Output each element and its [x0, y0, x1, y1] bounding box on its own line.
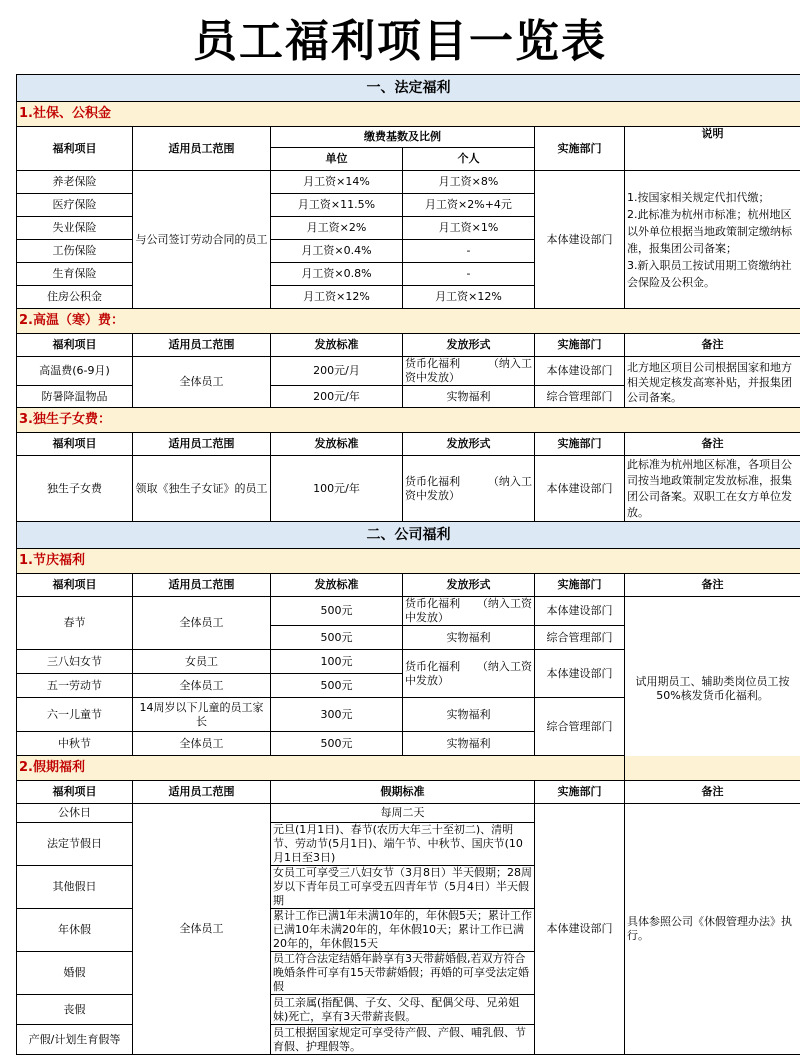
section-company: 二、公司福利	[17, 522, 800, 549]
child-item: 独生子女费	[17, 456, 133, 522]
child-scope: 领取《独生子女证》的员工	[133, 456, 271, 522]
social-item: 生育保险	[17, 263, 133, 286]
header-item: 福利项目	[17, 127, 133, 171]
social-unit: 月工资×11.5%	[271, 194, 403, 217]
social-unit: 月工资×2%	[271, 217, 403, 240]
header-note: 备注	[625, 781, 800, 804]
subsection-festival: 1.节庆福利	[17, 549, 800, 574]
holiday-item: 丧假	[17, 995, 133, 1025]
header-item: 福利项目	[17, 334, 133, 357]
header-scope: 适用员工范围	[133, 334, 271, 357]
holiday-item: 法定节假日	[17, 823, 133, 866]
social-item: 医疗保险	[17, 194, 133, 217]
header-dept: 实施部门	[535, 433, 625, 456]
page-title: 员工福利项目一览表	[193, 16, 607, 67]
heat-standard: 200元/月	[271, 357, 403, 386]
heat-item: 高温费(6-9月)	[17, 357, 133, 386]
social-explain: 1.按国家相关规定代扣代缴； 2.此标准为杭州市标准；杭州地区以外单位根据当地政策制定缴纳标准，报集团公司备案； 3.新入职员工按试用期工资缴纳社会保险及公积金。	[625, 171, 800, 309]
header-scope: 适用员工范围	[133, 433, 271, 456]
holiday-scope: 全体员工	[133, 804, 271, 1055]
header-base: 缴费基数及比例	[271, 127, 535, 148]
header-form: 发放形式	[403, 574, 535, 597]
social-unit: 月工资×12%	[271, 286, 403, 309]
child-dept: 本体建设部门	[535, 456, 625, 522]
social-person: -	[403, 240, 535, 263]
header-dept: 实施部门	[535, 781, 625, 804]
subsection-social-insurance: 1.社保、公积金	[17, 102, 800, 127]
header-item: 福利项目	[17, 433, 133, 456]
header-person: 个人	[403, 148, 535, 171]
heat-standard: 200元/年	[271, 386, 403, 408]
holiday-item: 其他假日	[17, 866, 133, 909]
header-standard: 发放标准	[271, 334, 403, 357]
social-person: -	[403, 263, 535, 286]
festival-scope: 全体员工	[133, 597, 271, 650]
festival-standard: 500元	[271, 674, 403, 698]
festival-item: 中秋节	[17, 732, 133, 756]
festival-dept: 综合管理部门	[535, 626, 625, 650]
festival-scope: 14周岁以下儿童的员工家长	[133, 698, 271, 732]
holiday-standard: 员工符合法定结婚年龄享有3天带薪婚假,若双方符合晚婚条件可享有15天带薪婚假；再婚的可享受法定婚假	[271, 952, 535, 995]
festival-item: 三八妇女节	[17, 650, 133, 674]
header-standard: 发放标准	[271, 433, 403, 456]
festival-scope: 全体员工	[133, 732, 271, 756]
holiday-item: 产假/计划生育假等	[17, 1025, 133, 1055]
heat-form: 实物福利	[403, 386, 535, 408]
festival-note: 试用期员工、辅助类岗位员工按50%核发货币化福利。	[625, 597, 800, 781]
social-person: 月工资×12%	[403, 286, 535, 309]
section-statutory: 一、法定福利	[17, 75, 800, 102]
subsection-only-child: 3.独生子女费：	[17, 408, 800, 433]
header-leave-standard: 假期标准	[271, 781, 535, 804]
holiday-dept: 本体建设部门	[535, 804, 625, 1055]
child-standard: 100元/年	[271, 456, 403, 522]
festival-form: 实物福利	[403, 626, 535, 650]
heat-dept: 本体建设部门	[535, 357, 625, 386]
header-scope: 适用员工范围	[133, 574, 271, 597]
festival-form: 实物福利	[403, 732, 535, 756]
social-scope: 与公司签订劳动合同的员工	[133, 171, 271, 309]
festival-form: 货币化福利 （纳入工资中发放）	[403, 597, 535, 626]
holiday-standard: 女员工可享受三八妇女节（3月8日）半天假期；28周岁以下青年员工可享受五四青年节（5月4日）半天假期	[271, 866, 535, 909]
heat-note: 北方地区项目公司根据国家和地方相关规定核发高寒补贴，并报集团公司备案。	[625, 357, 800, 408]
heat-form: 货币化福利 （纳入工资中发放）	[403, 357, 535, 386]
holiday-standard: 累计工作已满1年未满10年的，年休假5天；累计工作已满10年未满20年的，年休假10天；累计工作已满20年的，年休假15天	[271, 909, 535, 952]
header-explain: 说明	[625, 127, 800, 171]
header-dept: 实施部门	[535, 574, 625, 597]
festival-item: 五一劳动节	[17, 674, 133, 698]
header-note: 备注	[625, 334, 800, 357]
child-note: 此标准为杭州地区标准，各项目公司按当地政策制定发放标准，报集团公司备案。双职工在女方单位发放。	[625, 456, 800, 522]
festival-scope: 全体员工	[133, 674, 271, 698]
header-scope: 适用员工范围	[133, 127, 271, 171]
festival-dept: 综合管理部门	[535, 698, 625, 756]
social-item: 工伤保险	[17, 240, 133, 263]
social-person: 月工资×1%	[403, 217, 535, 240]
header-note: 备注	[625, 574, 800, 597]
social-item: 养老保险	[17, 171, 133, 194]
holiday-standard: 员工根据国家规定可享受待产假、产假、哺乳假、节育假、护理假等。	[271, 1025, 535, 1055]
festival-item: 六一儿童节	[17, 698, 133, 732]
holiday-item: 公休日	[17, 804, 133, 823]
subsection-holiday: 2.假期福利	[17, 756, 800, 781]
child-form: 货币化福利 （纳入工资中发放）	[403, 456, 535, 522]
festival-dept: 本体建设部门	[535, 650, 625, 698]
holiday-note: 具体参照公司《休假管理办法》执行。	[625, 804, 800, 1055]
festival-form: 货币化福利 （纳入工资中发放）	[403, 650, 535, 698]
festival-standard: 500元	[271, 597, 403, 626]
header-item: 福利项目	[17, 574, 133, 597]
social-person: 月工资×8%	[403, 171, 535, 194]
festival-item: 春节	[17, 597, 133, 650]
holiday-item: 婚假	[17, 952, 133, 995]
festival-standard: 500元	[271, 732, 403, 756]
header-dept: 实施部门	[535, 334, 625, 357]
holiday-standard: 元旦(1月1日)、春节(农历大年三十至初二)、清明节、劳动节(5月1日)、端午节、中秋节、国庆节(10月1日至3日)	[271, 823, 535, 866]
heat-scope: 全体员工	[133, 357, 271, 408]
festival-form: 实物福利	[403, 698, 535, 732]
social-person: 月工资×2%+4元	[403, 194, 535, 217]
header-scope: 适用员工范围	[133, 781, 271, 804]
header-unit: 单位	[271, 148, 403, 171]
festival-standard: 300元	[271, 698, 403, 732]
header-note: 备注	[625, 433, 800, 456]
header-dept: 实施部门	[535, 127, 625, 171]
holiday-item: 年休假	[17, 909, 133, 952]
header-standard: 发放标准	[271, 574, 403, 597]
benefits-table	[16, 74, 800, 1055]
social-unit: 月工资×14%	[271, 171, 403, 194]
social-item: 失业保险	[17, 217, 133, 240]
header-form: 发放形式	[403, 433, 535, 456]
social-unit: 月工资×0.8%	[271, 263, 403, 286]
festival-dept: 本体建设部门	[535, 597, 625, 626]
social-unit: 月工资×0.4%	[271, 240, 403, 263]
social-item: 住房公积金	[17, 286, 133, 309]
header-item: 福利项目	[17, 781, 133, 804]
holiday-standard: 员工亲属(指配偶、子女、父母、配偶父母、兄弟姐妹)死亡，享有3天带薪丧假。	[271, 995, 535, 1025]
festival-standard: 100元	[271, 650, 403, 674]
heat-dept: 综合管理部门	[535, 386, 625, 408]
holiday-standard: 每周二天	[271, 804, 535, 823]
subsection-heat-allowance: 2.高温（寒）费：	[17, 309, 800, 334]
heat-item: 防暑降温物品	[17, 386, 133, 408]
social-dept: 本体建设部门	[535, 171, 625, 309]
header-form: 发放形式	[403, 334, 535, 357]
festival-standard: 500元	[271, 626, 403, 650]
festival-scope: 女员工	[133, 650, 271, 674]
